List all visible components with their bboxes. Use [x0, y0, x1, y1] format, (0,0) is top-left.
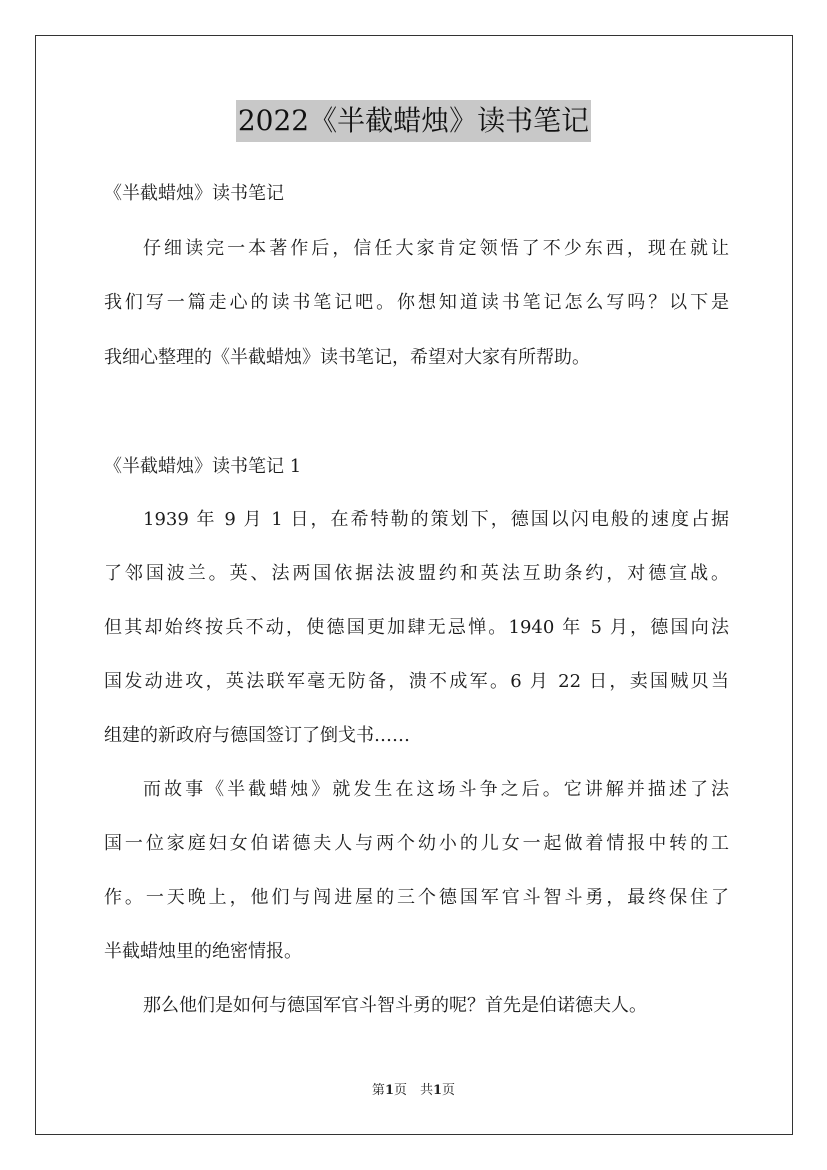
paragraph3-line-1: 那么他们是如何与德国军官斗智斗勇的呢？首先是伯诺德夫人。: [143, 995, 647, 1016]
footer-page-number: 1: [384, 1083, 394, 1098]
paragraph1-line-5: 组建的新政府与德国签订了倒戈书……: [104, 725, 410, 746]
paragraph1-line-2: 了邻国波兰。英、法两国依据法波盟约和英法互助条约，对德宣战。: [104, 563, 729, 584]
intro-line-2: 我们写一篇走心的读书笔记吧。你想知道读书笔记怎么写吗？以下是: [104, 292, 729, 313]
document-title: 2022《半截蜡烛》读书笔记: [236, 100, 591, 142]
footer-page-total: 1: [433, 1083, 443, 1098]
section-heading: 《半截蜡烛》读书笔记 1: [104, 456, 302, 477]
footer-mid: 页 共: [393, 1083, 433, 1098]
intro-line-3: 我细心整理的《半截蜡烛》读书笔记，希望对大家有所帮助。: [104, 347, 590, 368]
paragraph2-line-1: 而故事《半截蜡烛》就发生在这场斗争之后。它讲解并描述了法: [143, 779, 729, 800]
paragraph1-line-3: 但其却始终按兵不动，使德国更加肆无忌惮。1940 年 5 月，德国向法: [104, 617, 729, 638]
subtitle: 《半截蜡烛》读书笔记: [104, 183, 284, 204]
paragraph2-line-4: 半截蜡烛里的绝密情报。: [104, 941, 302, 962]
paragraph1-line-4: 国发动进攻，英法联军毫无防备，溃不成军。6 月 22 日，卖国贼贝当: [104, 671, 729, 692]
paragraph2-line-3: 作。一天晚上，他们与闯进屋的三个德国军官斗智斗勇，最终保住了: [104, 887, 729, 908]
paragraph1-line-1: 1939 年 9 月 1 日，在希特勒的策划下，德国以闪电般的速度占据: [143, 509, 729, 530]
footer-suffix: 页: [442, 1083, 456, 1098]
page-footer: [0, 1082, 827, 1100]
intro-line-1: 仔细读完一本著作后，信任大家肯定领悟了不少东西，现在就让: [143, 238, 729, 259]
paragraph2-line-2: 国一位家庭妇女伯诺德夫人与两个幼小的儿女一起做着情报中转的工: [104, 833, 729, 854]
title-container: [0, 100, 827, 142]
footer-prefix: 第: [371, 1083, 385, 1098]
